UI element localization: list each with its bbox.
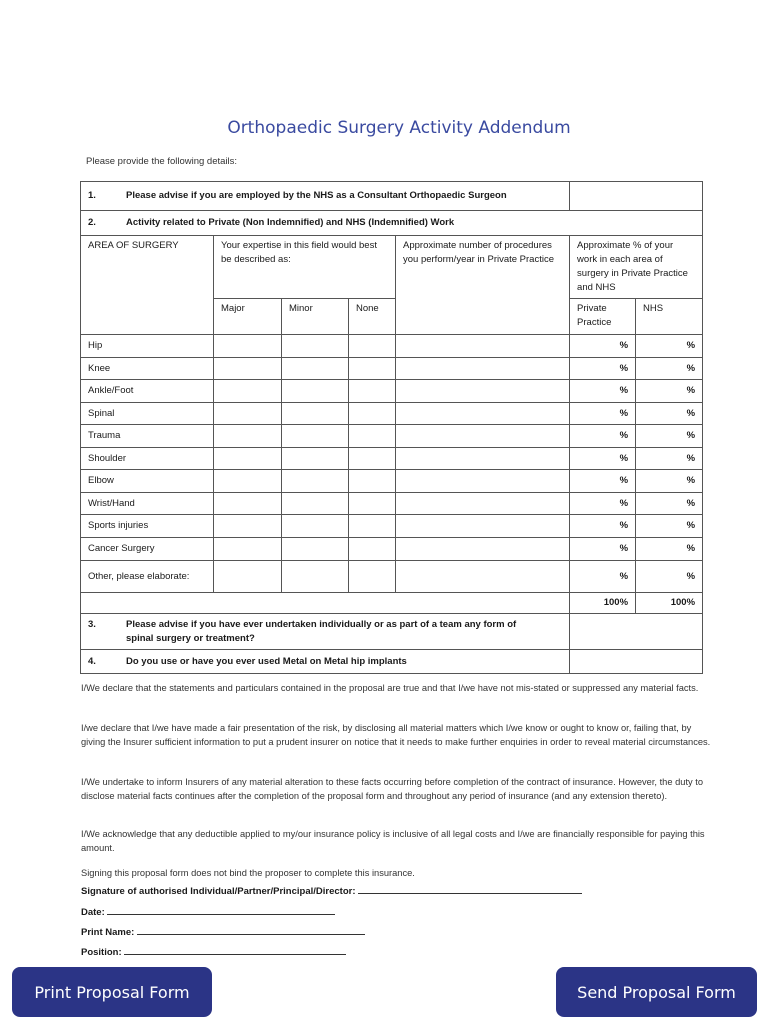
area-label: Spinal xyxy=(81,403,214,425)
minor-cell[interactable] xyxy=(282,470,349,493)
minor-cell[interactable] xyxy=(282,561,349,593)
procedures-cell[interactable] xyxy=(396,448,570,470)
private-percent-cell[interactable]: % xyxy=(570,380,636,403)
send-proposal-button[interactable]: Send Proposal Form xyxy=(556,967,757,1017)
nhs-percent-cell[interactable]: % xyxy=(636,425,703,448)
area-row xyxy=(81,538,703,561)
area-row xyxy=(81,561,703,593)
procedures-cell[interactable] xyxy=(396,380,570,403)
nhs-percent-cell[interactable]: % xyxy=(636,403,703,425)
major-cell[interactable] xyxy=(214,470,282,493)
private-percent-cell[interactable]: % xyxy=(570,403,636,425)
none-cell[interactable] xyxy=(349,470,396,493)
area-label: Cancer Surgery xyxy=(81,538,214,561)
question-4-answer[interactable] xyxy=(570,650,703,674)
nhs-percent-cell[interactable]: % xyxy=(636,493,703,515)
private-percent-cell[interactable]: % xyxy=(570,561,636,593)
print-name-label: Print Name: xyxy=(81,927,135,938)
minor-cell[interactable] xyxy=(282,403,349,425)
declaration-4: I/We acknowledge that any deductible applied to my/our insurance policy is inclusive of all legal costs and I/we are financially responsible for paying this amount. xyxy=(81,829,705,853)
area-row xyxy=(81,515,703,538)
minor-cell[interactable] xyxy=(282,425,349,448)
major-cell[interactable] xyxy=(214,425,282,448)
major-header: Major xyxy=(214,299,282,335)
expertise-header: Your expertise in this field would best be described as: xyxy=(214,236,396,299)
procedures-cell[interactable] xyxy=(396,493,570,515)
major-cell[interactable] xyxy=(214,448,282,470)
minor-cell[interactable] xyxy=(282,358,349,380)
question-4-row xyxy=(81,650,703,674)
area-label: Sports injuries xyxy=(81,515,214,538)
nhs-percent-cell[interactable]: % xyxy=(636,380,703,403)
area-row xyxy=(81,425,703,448)
none-cell[interactable] xyxy=(349,448,396,470)
total-spacer xyxy=(81,593,570,614)
print-name-field xyxy=(81,925,365,938)
form-title: Orthopaedic Surgery Activity Addendum xyxy=(227,118,571,138)
private-percent-cell[interactable]: % xyxy=(570,448,636,470)
procedures-cell[interactable] xyxy=(396,561,570,593)
area-row xyxy=(81,403,703,425)
procedures-cell[interactable] xyxy=(396,425,570,448)
none-cell[interactable] xyxy=(349,425,396,448)
area-label: Shoulder xyxy=(81,448,214,470)
nhs-percent-cell[interactable]: % xyxy=(636,358,703,380)
date-field xyxy=(81,905,335,918)
nhs-percent-cell[interactable]: % xyxy=(636,470,703,493)
area-row xyxy=(81,448,703,470)
signature-label: Signature of authorised Individual/Partner/Principal/Director: xyxy=(81,886,356,897)
nhs-percent-cell[interactable]: % xyxy=(636,335,703,358)
declaration-5: Signing this proposal form does not bind the proposer to complete this insurance. xyxy=(81,868,415,878)
date-label: Date: xyxy=(81,907,105,918)
none-cell[interactable] xyxy=(349,403,396,425)
major-cell[interactable] xyxy=(214,493,282,515)
major-cell[interactable] xyxy=(214,403,282,425)
area-row xyxy=(81,380,703,403)
total-private: 100% xyxy=(570,593,636,614)
none-header: None xyxy=(349,299,396,335)
declaration-2: I/we declare that I/we have made a fair presentation of the risk, by disclosing all material matters which I/we know or ought to know or, failing that, by giving the Insurer sufficient information to put a prudent insurer on notice that it needs to make further enquiries in order to reveal material circumstances. xyxy=(81,723,711,747)
none-cell[interactable] xyxy=(349,493,396,515)
private-percent-cell[interactable]: % xyxy=(570,470,636,493)
minor-cell[interactable] xyxy=(282,448,349,470)
question-4-text: 4. Do you use or have you ever used Metal on Metal hip implants xyxy=(81,650,570,674)
question-2-row xyxy=(81,211,703,236)
area-label: Knee xyxy=(81,358,214,380)
major-cell[interactable] xyxy=(214,538,282,561)
activity-table xyxy=(80,181,703,674)
none-cell[interactable] xyxy=(349,358,396,380)
private-percent-cell[interactable]: % xyxy=(570,538,636,561)
question-1-text: 1. Please advise if you are employed by the NHS as a Consultant Orthopaedic Surgeon xyxy=(81,182,570,211)
minor-cell[interactable] xyxy=(282,335,349,358)
table-body xyxy=(81,182,703,674)
procedures-cell[interactable] xyxy=(396,538,570,561)
major-cell[interactable] xyxy=(214,335,282,358)
intro-text: Please provide the following details: xyxy=(86,156,238,167)
minor-cell[interactable] xyxy=(282,515,349,538)
print-name-line[interactable] xyxy=(137,925,365,935)
signature-field xyxy=(81,884,582,897)
declaration-1: I/We declare that the statements and particulars contained in the proposal are true and that I/we have not mis-stated or suppressed any material facts. xyxy=(81,683,699,693)
private-percent-cell[interactable]: % xyxy=(570,335,636,358)
area-label: Trauma xyxy=(81,425,214,448)
none-cell[interactable] xyxy=(349,335,396,358)
area-row xyxy=(81,358,703,380)
question-1-answer[interactable] xyxy=(570,182,703,211)
question-3-answer[interactable] xyxy=(570,614,703,650)
question-3-text: 3. Please advise if you have ever undertaken individually or as part of a team any form of spinal surgery or treatment? xyxy=(81,614,570,650)
position-line[interactable] xyxy=(124,945,346,955)
procedures-header: Approximate number of procedures you perform/year in Private Practice xyxy=(396,236,570,335)
position-field xyxy=(81,945,346,958)
major-cell[interactable] xyxy=(214,380,282,403)
question-2-text: 2. Activity related to Private (Non Indemnified) and NHS (Indemnified) Work xyxy=(81,211,703,236)
minor-cell[interactable] xyxy=(282,380,349,403)
position-label: Position: xyxy=(81,947,122,958)
none-cell[interactable] xyxy=(349,515,396,538)
area-label: Elbow xyxy=(81,470,214,493)
minor-header: Minor xyxy=(282,299,349,335)
date-line[interactable] xyxy=(107,905,335,915)
question-1-row xyxy=(81,182,703,211)
area-row xyxy=(81,335,703,358)
signature-line[interactable] xyxy=(358,884,582,894)
print-proposal-button[interactable]: Print Proposal Form xyxy=(12,967,212,1017)
procedures-cell[interactable] xyxy=(396,403,570,425)
none-cell[interactable] xyxy=(349,538,396,561)
private-percent-cell[interactable]: % xyxy=(570,358,636,380)
area-row xyxy=(81,493,703,515)
nhs-percent-cell[interactable]: % xyxy=(636,538,703,561)
area-label: Ankle/Foot xyxy=(81,380,214,403)
minor-cell[interactable] xyxy=(282,493,349,515)
area-header: AREA OF SURGERY xyxy=(81,236,214,335)
none-cell[interactable] xyxy=(349,561,396,593)
percent-header: Approximate % of your work in each area of surgery in Private Practice and NHS xyxy=(570,236,703,299)
area-label: Other, please elaborate: xyxy=(81,561,214,593)
area-label: Wrist/Hand xyxy=(81,493,214,515)
procedures-cell[interactable] xyxy=(396,470,570,493)
private-percent-cell[interactable]: % xyxy=(570,493,636,515)
procedures-cell[interactable] xyxy=(396,358,570,380)
none-cell[interactable] xyxy=(349,380,396,403)
total-row xyxy=(81,593,703,614)
area-row xyxy=(81,470,703,493)
major-cell[interactable] xyxy=(214,358,282,380)
question-3-row xyxy=(81,614,703,650)
minor-cell[interactable] xyxy=(282,538,349,561)
procedures-cell[interactable] xyxy=(396,515,570,538)
total-nhs: 100% xyxy=(636,593,703,614)
private-percent-cell[interactable]: % xyxy=(570,425,636,448)
nhs-header: NHS xyxy=(636,299,703,335)
nhs-percent-cell[interactable]: % xyxy=(636,561,703,593)
major-cell[interactable] xyxy=(214,561,282,593)
nhs-percent-cell[interactable]: % xyxy=(636,448,703,470)
area-label: Hip xyxy=(81,335,214,358)
private-header: Private Practice xyxy=(570,299,636,335)
private-percent-cell[interactable]: % xyxy=(570,515,636,538)
procedures-cell[interactable] xyxy=(396,335,570,358)
header-row xyxy=(81,236,703,299)
major-cell[interactable] xyxy=(214,515,282,538)
declaration-3: I/We undertake to inform Insurers of any material alteration to these facts occurring before completion of the contract of insurance. However, the duty to disclose material facts continues after the completion of the proposal form and throughout any period of insurance (and any extension thereto). xyxy=(81,777,704,801)
nhs-percent-cell[interactable]: % xyxy=(636,515,703,538)
